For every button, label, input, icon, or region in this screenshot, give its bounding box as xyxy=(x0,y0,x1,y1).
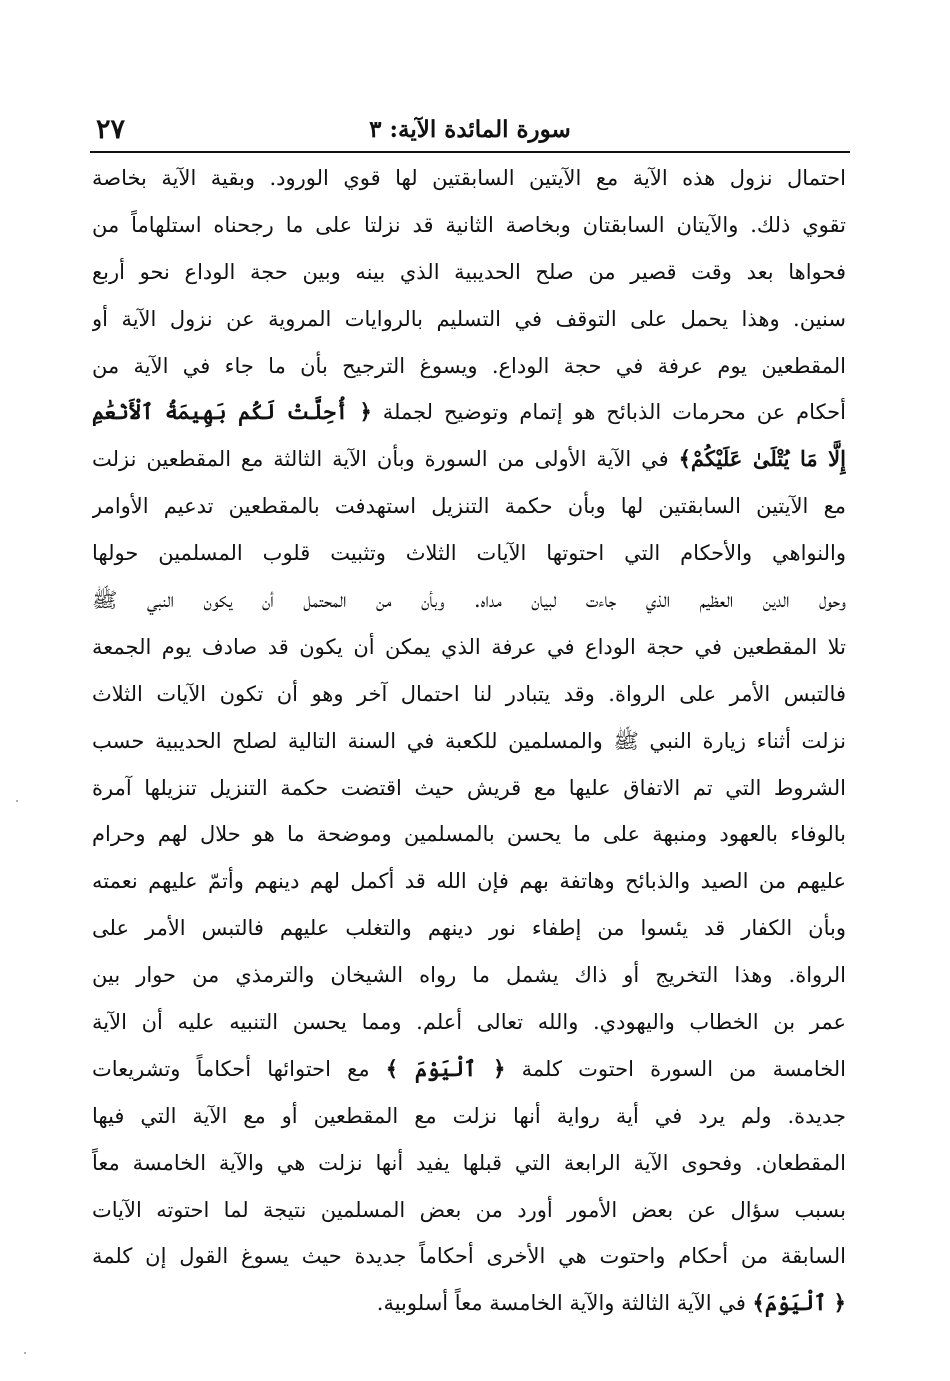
text-line: عمر بن الخطاب واليهودي. والله تعالى أعلم. ومما يحسن التنبيه عليه أن الآية xyxy=(92,1010,846,1035)
text-line: المقطعين يوم عرفة في حجة الوداع. ويسوغ الترجيح بأن ما جاء في الآية من xyxy=(92,353,846,378)
text-line: بالوفاء بالعهود ومنبهة على ما يحسن بالمسلمين وموضحة ما هو حلال لهم وحرام xyxy=(92,822,846,847)
text-line: بسبب سؤال عن بعض الأمور أورد من بعض المسلمين نتيجة لما احتوته الآيات xyxy=(92,1197,846,1222)
text-line: نزلت أثناء زيارة النبي ﷺ والمسلمين للكعبة في السنة التالية لصلح الحديبية حسب xyxy=(92,728,846,753)
quran-quote: ﴿ ٱلْيَوْمَ﴾ xyxy=(752,1290,846,1316)
header-divider xyxy=(90,151,850,153)
quran-quote: إِلَّا مَا يُتْلَىٰ عَلَيْكُمْ﴾ xyxy=(678,446,846,472)
scan-speck xyxy=(24,1352,26,1354)
text-line: تقوي ذلك. والآيتان السابقتان وبخاصة الثانية قد نزلتا على ما رجحناه استلهاماً من xyxy=(92,212,846,237)
text-line: احتمال نزول هذه الآية مع الآيتين السابقتين لها قوي الورود. وبقية الآية بخاصة xyxy=(92,166,846,190)
scan-speck xyxy=(16,800,18,802)
text-line: ﴿ ٱلْيَوْمَ﴾ في الآية الثالثة والآية الخامسة معاً أسلوبية. xyxy=(376,1290,846,1316)
text-line: أحكام عن محرمات الذبائح هو إتمام وتوضيح لجملة ﴿ أُحِلَّتْ لَكُم بَهِيمَةُ ٱلْأَنْعَٰمِ xyxy=(92,399,846,425)
text-line: جديدة. ولم يرد في أية رواية أنها نزلت مع المقطعين أو مع الآية التي فيها xyxy=(92,1103,846,1128)
text-line: وحول الدين العظيم الذي جاءت لبيان مداه. وبأن من المحتمل أن يكون النبي ﷺ xyxy=(92,588,846,613)
text-line: عليهم من الصيد والذبائح وهاتفة بهم فإن الله قد أكمل لهم دينهم وأتمّ عليهم نعمته xyxy=(92,869,846,894)
text-line: وبأن الكفار قد يئسوا من إطفاء نور دينهم والتغلب عليهم فالتبس الأمر على xyxy=(92,916,846,941)
text-line: الرواة. وهذا التخريج أو ذاك يشمل ما رواه الشيخان والترمذي من حوار بين xyxy=(92,963,846,988)
running-title: سورة المائدة الآية: ٣ xyxy=(369,116,571,143)
text-line: الشروط التي تم الاتفاق عليها مع قريش حيث اقتضت حكمة التنزيل تنزيلها آمرة xyxy=(92,775,846,800)
quran-quote: ﴿ ٱلْيَوْمَ ﴾ xyxy=(385,1055,506,1081)
text-line: السابقة من أحكام واحتوت هي الأخرى أحكاماً جديدة حيث يسوغ القول إن كلمة xyxy=(92,1244,846,1269)
page-header xyxy=(90,108,850,154)
text-line: والنواهي والأحكام التي احتوتها الآيات الثلاث وتثبيت قلوب المسلمين حولها xyxy=(92,541,846,566)
text-line: تلا المقطعين في حجة الوداع في عرفة الذي يمكن أن يكون قد صادف يوم الجمعة xyxy=(92,634,846,659)
text-line: الخامسة من السورة احتوت كلمة ﴿ ٱلْيَوْمَ ﴾ مع احتوائها أحكاماً وتشريعات xyxy=(92,1055,846,1081)
text-line: فالتبس الأمر على الرواة. وقد يتبادر لنا احتمال آخر وهو أن تكون الآيات الثلاث xyxy=(92,681,846,706)
text-line: مع الآيتين السابقتين لها وبأن حكمة التنزيل استهدفت بالمقطعين تدعيم الأوامر xyxy=(92,494,846,519)
text-line: المقطعان. وفحوى الآية الرابعة التي قبلها يفيد أنها نزلت هي والآية الخامسة معاً xyxy=(92,1150,846,1175)
text-line: سنين. وهذا يحمل على التوقف في التسليم بالروايات المروية عن نزول الآية أو xyxy=(92,306,846,331)
quran-quote: ﴿ أُحِلَّتْ لَكُم بَهِيمَةُ ٱلْأَنْعَٰمِ xyxy=(92,399,372,425)
body-text xyxy=(92,155,846,1327)
page-number: ٢٧ xyxy=(96,114,126,145)
text-line: فحواها بعد وقت قصير من صلح الحديبية الذي بينه وبين حجة الوداع نحو أربع xyxy=(92,259,846,284)
text-line: إِلَّا مَا يُتْلَىٰ عَلَيْكُمْ﴾ في الآية الأولى من السورة وبأن الآية الثالثة مع المقطعين نزلت xyxy=(92,446,846,472)
